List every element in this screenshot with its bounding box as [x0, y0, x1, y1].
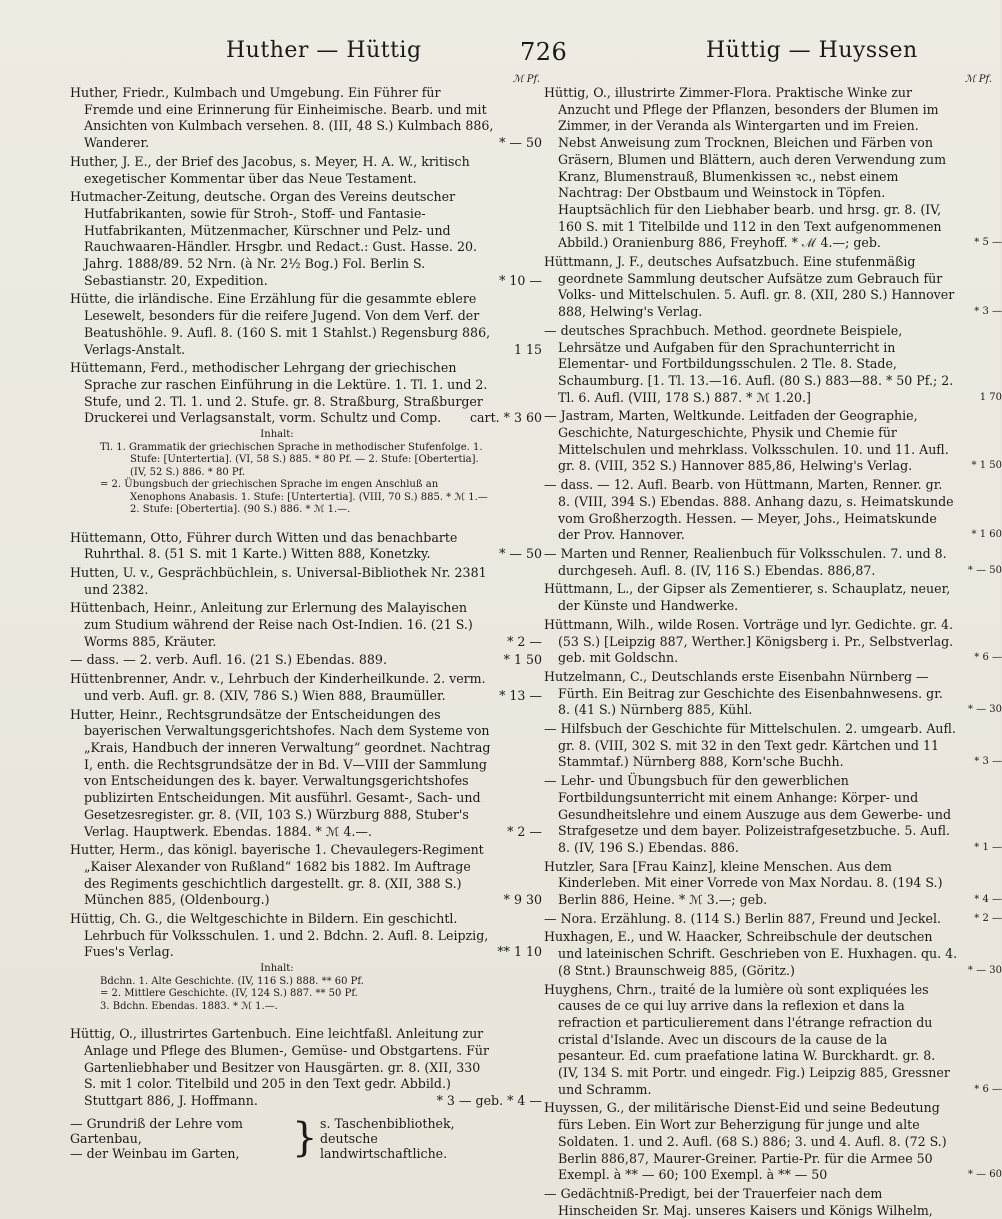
catalog-entry — [544, 668, 1002, 719]
entry-price: * — 30 — [967, 964, 1002, 976]
catalog-entry — [70, 189, 542, 289]
entry-price: * 1 — — [974, 841, 1002, 853]
entry-text: Huther, J. E., der Brief des Jacobus, s. Meyer, H. A. W., kritisch exegetischer Kommentar über das Neue Testament. — [70, 153, 470, 186]
entry-text: — Marten und Renner, Realienbuch für Volksschulen. 7. und 8. durchgeseh. Aufl. 8. (IV, 116 S.) Ebendas. 886,87. — [544, 545, 947, 578]
contents-block-2 — [70, 963, 542, 1013]
right-column — [544, 72, 1002, 1218]
catalog-entry — [70, 707, 542, 841]
entry-text: — Lehr- und Übungsbuch für den gewerblichen Fortbildungsunterricht mit einem Anhange: Körper- und Gesundheitslehre und einem Auszuge aus dem Gewerbe- und Strafgesetze und dem bayer. Polizeistrafgesetzbuche. 5. Aufl. 8. (IV, 196 S.) Ebendas. 886. — [544, 773, 952, 855]
entry-price: 1 70 — [979, 391, 1002, 403]
catalog-entry — [544, 477, 1002, 544]
catalog-entry — [70, 671, 542, 704]
catalog-entry — [70, 842, 542, 909]
brace-cross-reference — [70, 1116, 542, 1160]
entry-text: Hüttemann, Otto, Führer durch Witten und das benachbarte Ruhrthal. 8. (51 S. mit 1 Karte.) Witten 888, Konetzky. — [70, 529, 458, 562]
entry-price: * 1 60 — [971, 529, 1002, 541]
catalog-entry — [70, 360, 542, 427]
entry-text: Hüttig, Ch. G., die Weltgeschichte in Bildern. Ein geschichtl. Lehrbuch für Volksschulen. 1. und 2. Bdchn. 2. Aufl. 8. Leipzig, Fues's Verlag. — [70, 911, 489, 960]
entry-text: Hutten, U. v., Gesprächbüchlein, s. Universal-Bibliothek Nr. 2381 und 2382. — [70, 564, 487, 597]
catalog-entry — [544, 616, 1002, 667]
contents-heading: Inhalt: — [260, 429, 294, 441]
brace-line: — Grundriß der Lehre vom Gartenbau, — [70, 1115, 244, 1146]
catalog-entry — [544, 254, 1002, 321]
entry-price: * 2 — — [507, 823, 542, 839]
entry-text: — Hilfsbuch der Geschichte für Mittelschulen. 2. umgearb. Aufl. gr. 8. (VIII, 302 S. mit 32 in den Text gedr. Kärtchen und 11 Stammtaf.) Nürnberg 888, Korn'sche Buchh. — [544, 721, 956, 770]
left-column — [70, 72, 542, 1174]
catalog-entry — [544, 85, 1002, 252]
entry-text: — dass. — 12. Aufl. Bearb. von Hüttmann, Marten, Renner. gr. 8. (VIII, 394 S.) Ebendas. 888. Anhang dazu, s. Heimatskunde vom Großherzogth. Hessen. — Meyer, Johs., Heimatskunde der Prov. Hannover. — [544, 477, 954, 543]
entry-price: * 4 — — [974, 894, 1002, 906]
catalog-entry — [544, 322, 1002, 407]
price-column-heading: ℳ Pf. — [964, 74, 992, 85]
entry-price: * — 50 — [499, 546, 542, 562]
entry-price: * 9 30 — [503, 892, 542, 908]
catalog-entry — [70, 85, 542, 152]
catalog-entry — [544, 581, 964, 614]
contents-line: Bdchn. 1. Alte Geschichte. (IV, 116 S.) 888. ** 60 Pf. — [100, 975, 364, 987]
entry-price: * 3 — geb. * 4 — — [436, 1092, 542, 1108]
contents-line: = 2. Mittlere Geschichte. (IV, 124 S.) 887. ** 50 Pf. — [100, 988, 358, 1000]
entry-text: Hütte, die irländische. Eine Erzählung für die gesammte eblere Lesewelt, besonders für die reifere Jugend. Von dem Verf. der Beatushöhle. 9. Aufl. 8. (160 S. mit 1 Stahlst.) Regensburg 886, Verlags-Anstalt. — [70, 291, 491, 357]
catalog-entry — [70, 652, 542, 669]
entry-text: Hutter, Herm., das königl. bayerische 1. Chevaulegers-Regiment „Kaiser Alexander von Rußland“ 1682 bis 1882. Im Auftrage des Regiments geschichtlich dargestellt. gr. 8. (XII, 388 S.) München 885, (Oldenbourg.) — [70, 842, 484, 908]
entry-price: * 2 — — [507, 633, 542, 649]
catalog-entry — [544, 1100, 1002, 1184]
contents-block — [70, 429, 542, 517]
entry-text: Hüttenbrenner, Andr. v., Lehrbuch der Kinderheilkunde. 2. verm. und verb. Aufl. gr. 8. (XIV, 786 S.) Wien 888, Braumüller. — [70, 671, 486, 703]
entry-price: * 13 — — [499, 687, 542, 703]
entry-text: Hüttenbach, Heinr., Anleitung zur Erlernung des Malayischen zum Studium während der Reise nach Ost-Indien. 16. (21 S.) Worms 885, Kräuter. — [70, 600, 473, 649]
catalog-entry — [544, 910, 1002, 928]
entry-text: — Nora. Erzählung. 8. (114 S.) Berlin 887, Freund und Jeckel. — [544, 910, 941, 926]
header-left-title: Huther — Hüttig — [226, 38, 422, 63]
catalog-entry — [544, 773, 1002, 857]
brace-left-lines — [70, 1116, 270, 1161]
entry-price: 1 15 — [513, 341, 542, 357]
entry-text: Hüttmann, L., der Gipser als Zementierer, s. Schauplatz, neuer, der Künste und Handwerke. — [544, 581, 951, 614]
contents-heading: Inhalt: — [260, 963, 294, 975]
header-right-title: Hüttig — Huyssen — [706, 38, 918, 63]
entry-price: * — 30 — [967, 704, 1002, 716]
entry-text: Huyghens, Chrn., traité de la lumière où sont expliquées les causes de ce qui luy arrive dans la reflexion et dans la refraction et particulierement dans l'étrange refraction du cristal d'Islande. Avec un discours de la cause de la pesanteur. Ed. cum praefatione latina W. Burckhardt. gr. 8. (IV, 134 S. mit Portr. und eingedr. Fig.) Leipzig 885, Gressner und Schramm. — [544, 981, 950, 1097]
entry-price: * 1 50 — [503, 652, 542, 668]
entry-text: Hutzler, Sara [Frau Kainz], kleine Menschen. Aus dem Kinderleben. Mit einer Vorrede von Max Nordau. 8. (194 S.) Berlin 886, Heine. * ℳ 3.—; geb. — [544, 858, 943, 908]
entry-text: Hüttmann, Wilh., wilde Rosen. Vorträge und lyr. Gedichte. gr. 4. (53 S.) [Leipzig 887, Werther.] Königsberg i. Pr., Selbstverlag. geb. mit Goldschn. — [544, 616, 954, 666]
entry-price: * 3 — — [974, 306, 1002, 318]
running-header — [0, 38, 1000, 72]
entry-price: * 10 — — [499, 272, 542, 288]
entry-price: * 2 — — [974, 912, 1002, 924]
entry-text: Hüttig, O., illustrirtes Gartenbuch. Eine leichtfaßl. Anleitung zur Anlage und Pflege des Blumen-, Gemüse- und Obstgartens. Für Gartenliebhaber und Besitzer von Hausgärten. gr. 8. (XII, 330 S. mit 1 color. Titelbild und 205 in den Text gedr. Abbild.) Stuttgart 886, J. Hoffmann. — [70, 1026, 490, 1108]
catalog-entry — [70, 154, 542, 187]
catalog-entry — [70, 1026, 542, 1110]
entry-price: ** 1 10 — [497, 944, 542, 960]
entry-text: — Jastram, Marten, Weltkunde. Leitfaden der Geographie, Geschichte, Naturgeschichte, Physik und Chemie für Mittelschulen und mehrklass. Volksschulen. 10. und 11. Aufl. gr. 8. (VIII, 352 S.) Hannover 885,86, Helwing's Verlag. — [544, 408, 949, 474]
entry-text: Huyssen, G., der militärische Dienst-Eid und seine Bedeutung fürs Leben. Ein Wort zur Beherzigung für junge und alte Soldaten. 1. und 2. Aufl. (68 S.) 886; 3. und 4. Aufl. 8. (72 S.) Berlin 886,87, Maurer-Greiner. Partie-Pr. für die Armee 50 Exempl. à ** — 60; 100 Exempl. à ** — 50 — [544, 1100, 947, 1183]
price-column-heading: ℳ Pf. — [512, 74, 540, 85]
catalog-entry — [544, 1186, 964, 1219]
catalog-entry — [70, 600, 542, 650]
entry-price: * — 50 — [499, 135, 542, 151]
entry-price: * — 50 — [967, 564, 1002, 576]
catalog-entry — [544, 545, 1002, 579]
catalog-entry — [70, 911, 542, 961]
entry-price: cart. * 3 60 — [470, 410, 542, 426]
catalog-entry — [544, 858, 1002, 909]
contents-line: = 2. Übungsbuch der griechischen Sprache im engen Anschluß an Xenophons Anabasis. 1. Stufe: [Untertertia]. (VIII, 70 S.) 885. * ℳ 1.— 2. Stufe: [Obertertia]. (90 S.) 886. * ℳ 1.—. — [100, 479, 488, 516]
left-entry-list-2 — [70, 530, 542, 962]
page-number: 726 — [520, 38, 568, 66]
left-entry-list-3 — [70, 1026, 542, 1110]
entry-price: * 6 — — [974, 1083, 1002, 1095]
entry-text: Hüttemann, Ferd., methodischer Lehrgang der griechischen Sprache zur raschen Einführung in die Lektüre. 1. Tl. 1. und 2. Stufe, und 2. Tl. 1. und 2. Stufe. gr. 8. Straßburg, Straßburger Druckerei und Verlagsanstalt, vorm. Schultz und Comp. — [70, 360, 488, 426]
catalog-entry — [544, 981, 1002, 1099]
entry-text: Huther, Friedr., Kulmbach und Umgebung. Ein Führer für Fremde und eine Erinnerung für Einheimische. Bearb. und mit Ansichten von Kulmbach versehen. 8. (III, 48 S.) Kulmbach 886, Wanderer. — [70, 85, 494, 151]
entry-text: Hüttig, O., illustrirte Zimmer-Flora. Praktische Winke zur Anzucht und Pflege der Pflanzen, besonders der Blumen im Zimmer, in der Veranda als Wintergarten und im Freien. Nebst Anweisung zum Trocknen, Bleichen und Färben von Gräsern, Blumen und Blättern, auch deren Verwendung zum Kranz, Blumenstrauß, Blumenkissen ꝛc., nebst einem Nachtrag: Der Obstbaum und Weinstock in Töpfen. Hauptsächlich für den Liebhaber bearb. und hrsg. gr. 8. (IV, 160 S. mit 1 Titelbilde und 112 in den Text aufgenommenen Abbild.) Oranienburg 886, Freyhoff. * ℳ 4.—; geb. — [544, 85, 947, 251]
entry-text: Hutzelmann, C., Deutschlands erste Eisenbahn Nürnberg — Fürth. Ein Beitrag zur Geschichte des Eisenbahnwesens. gr. 8. (41 S.) Nürnberg 885, Kühl. — [544, 668, 943, 718]
catalog-entry — [70, 291, 542, 358]
entry-price: * 3 — — [974, 756, 1002, 768]
entry-price: * 6 — — [974, 652, 1002, 664]
entry-text: Huxhagen, E., und W. Haacker, Schreibschule der deutschen und lateinischen Schrift. Geschrieben von E. Huxhagen. qu. 4. (8 Stnt.) Braunschweig 885, (Göritz.) — [544, 929, 958, 978]
entry-text: — dass. — 2. verb. Aufl. 16. (21 S.) Ebendas. 889. — [70, 652, 387, 668]
entry-price: * — 60 — [967, 1169, 1002, 1181]
catalog-entry — [544, 721, 1002, 771]
entry-text: Hutmacher-Zeitung, deutsche. Organ des Vereins deutscher Hutfabrikanten, sowie für Stroh-, Stoff- und Fantasie-Hutfabrikanten, Mützenmacher, Kürschner und Pelz- und Rauchwaaren-Händler. Hrsgbr. und Redact.: Gust. Hasse. 20. Jahrg. 1888/89. 52 Nrn. (à Nr. 2½ Bog.) Fol. Berlin S. Sebastianstr. 20, Expedition. — [70, 189, 477, 288]
brace-line: — der Weinbau im Garten, — [70, 1145, 240, 1161]
left-entry-list — [70, 85, 542, 427]
entry-text: — Gedächtniß-Predigt, bei der Trauerfeier nach dem Hinscheiden Sr. Maj. unseres Kaisers und Königs Wilhelm, — [544, 1186, 933, 1218]
contents-line: Tl. 1. Grammatik der griechischen Sprache in methodischer Stufenfolge. 1. Stufe: [Untertertia]. (VI, 58 S.) 885. * 80 Pf. — 2. Stufe: [Obertertia]. (IV, 52 S.) 886. * 80 Pf. — [100, 441, 483, 478]
right-entry-list — [544, 85, 1002, 1219]
entry-text: Hüttmann, J. F., deutsches Aufsatzbuch. Eine stufenmäßig geordnete Sammlung deutscher Aufsätze zum Gebrauch für Volks- und Mittelschulen. 5. Aufl. gr. 8. (XII, 280 S.) Hannover 888, Helwing's Verlag. — [544, 254, 955, 320]
curly-brace-icon: } — [292, 1114, 318, 1161]
catalog-entry — [544, 408, 1002, 475]
brace-right-text: s. Taschenbibliothek, deutsche landwirtschaftliche. — [320, 1115, 455, 1161]
catalog-entry — [70, 565, 542, 598]
entry-price: * 5 — — [974, 237, 1002, 249]
entry-text: Hutter, Heinr., Rechtsgrundsätze der Entscheidungen des bayerischen Verwaltungsgerichtshofes. Nach dem Systeme von „Krais, Handbuch der inneren Verwaltung“ geordnet. Nachtrag I, enth. die Rechtsgrundsätze der in Bd. V—VIII der Sammlung von Entscheidungen des k. bayer. Verwaltungsgerichtshofes publizirten Entscheidungen. Mit ausführl. Gesamt-, Sach- und Gesetzesregister. gr. 8. (VII, 103 S.) Würzburg 888, Stuber's Verlag. Hauptwerk. Ebendas. 1884. * ℳ 4.—. — [70, 706, 491, 839]
catalog-entry — [70, 530, 542, 563]
entry-price: * 1 50 — [971, 460, 1002, 472]
catalog-entry — [544, 929, 1002, 979]
contents-line: 3. Bdchn. Ebendas. 1883. * ℳ 1.—. — [100, 1000, 278, 1012]
entry-text: — deutsches Sprachbuch. Method. geordnete Beispiele, Lehrsätze und Aufgaben für den Sprachunterricht in Elementar- und Fortbildungsschulen. 2 Tle. 8. Stade, Schaumburg. [1. Tl. 13.—16. Aufl. (80 S.) 883—88. * 50 Pf.; 2. Tl. 6. Aufl. (VIII, 178 S.) 887. * ℳ 1.20.] — [544, 322, 954, 405]
